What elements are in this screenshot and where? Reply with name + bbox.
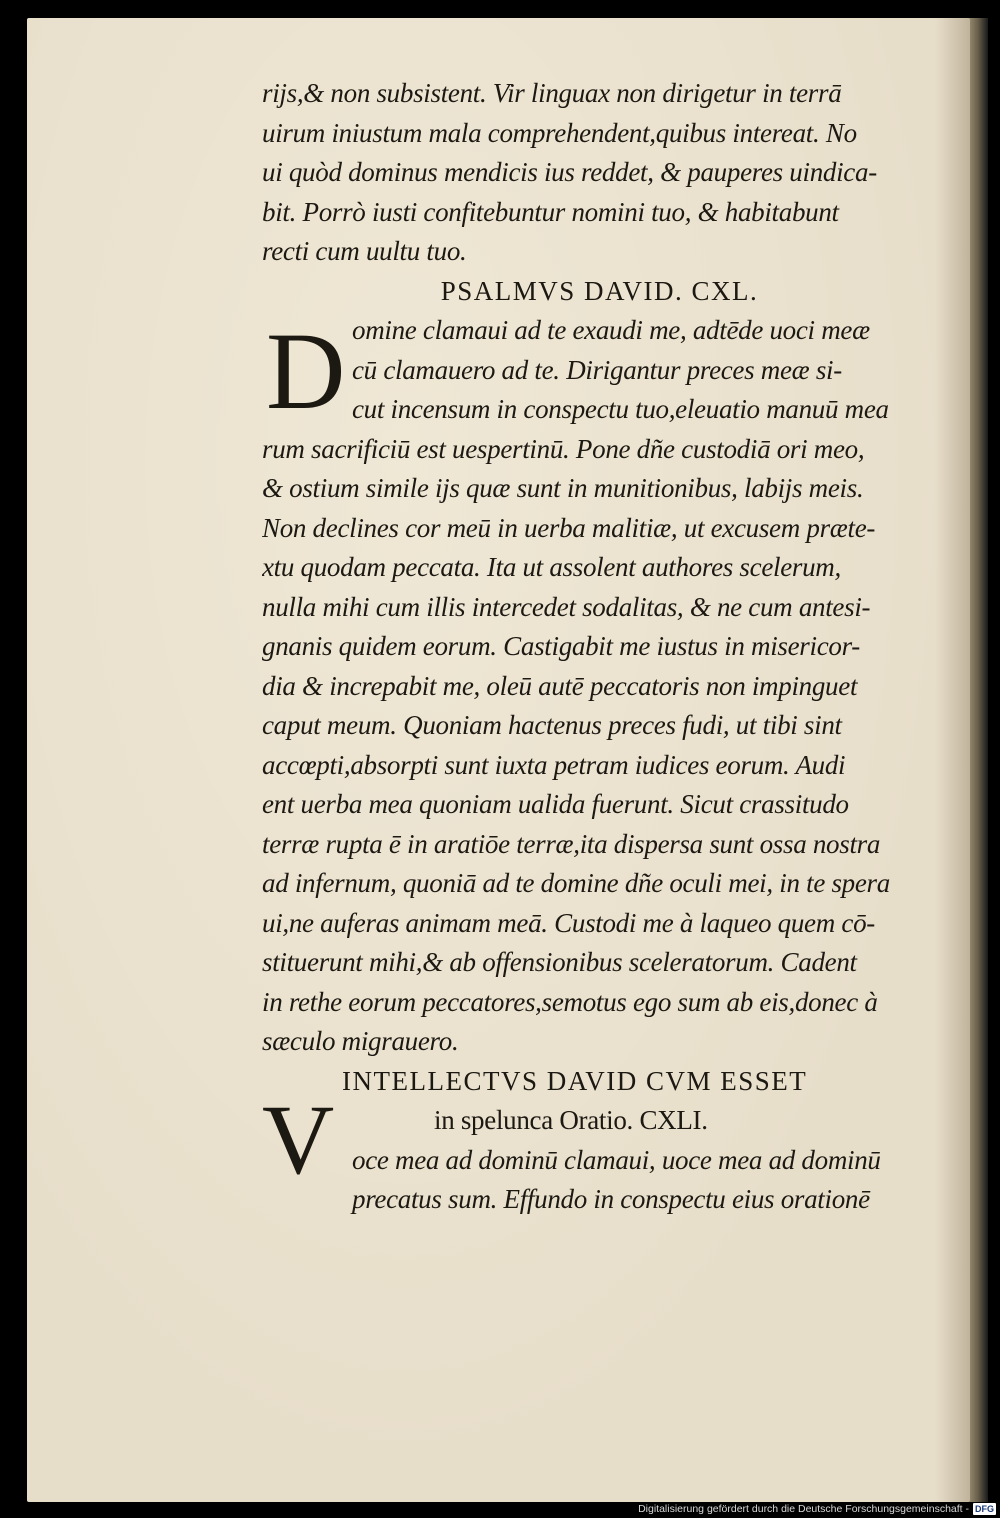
text-line: omine clamaui ad te exaudi me, adtēde uoci meæ xyxy=(352,315,870,345)
credit-text: Digitalisierung gefördert durch die Deutsche Forschungsgemeinschaft - xyxy=(638,1503,969,1515)
psalm-subheading: in spelunca Oratio. CXLI. xyxy=(434,1105,708,1135)
drop-cap-v: V xyxy=(262,1084,335,1195)
digitization-credit xyxy=(638,1502,996,1516)
text-line: caput meum. Quoniam hactenus preces fudi, ut tibi sint xyxy=(262,710,842,740)
text-line: oce mea ad dominū clamaui, uoce mea ad dominū xyxy=(352,1144,881,1175)
text-line: gnanis quidem eorum. Castigabit me iustus in misericor- xyxy=(262,631,860,661)
text-line: precatus sum. Effundo in conspectu eius orationē xyxy=(352,1184,870,1214)
text-line: & ostium simile ijs quæ sunt in munitionibus, labijs meis. xyxy=(262,473,864,503)
text-line: ent uerba mea quoniam ualida fuerunt. Sicut crassitudo xyxy=(262,789,849,819)
text-line: stituerunt mihi,& ab offensionibus sceleratorum. Cadent xyxy=(262,947,857,977)
text-line: nulla mihi cum illis intercedet sodalitas, & ne cum antesi- xyxy=(262,591,871,622)
text-line: rijs,& non subsistent. Vir linguax non dirigetur in terrā xyxy=(262,78,842,108)
page-text xyxy=(262,74,937,1220)
text-line: ad infernum, quoniā ad te domine dñe oculi mei, in te spera xyxy=(262,868,890,898)
text-line: bit. Porrò iusti confitebuntur nomini tuo, & habitabunt xyxy=(262,196,839,227)
text-line: cut incensum in conspectu tuo,eleuatio manuū mea xyxy=(352,394,889,424)
text-line: rum sacrificiū est uespertinū. Pone dñe custodiā ori meo, xyxy=(262,433,865,464)
text-line: terræ rupta ē in aratiōe terræ,ita dispersa sunt ossa nostra xyxy=(262,828,881,859)
text-line: in rethe eorum peccatores,semotus ego sum ab eis,donec à xyxy=(262,986,878,1017)
text-line: ui,ne auferas animam meā. Custodi me à laqueo quem cō- xyxy=(262,907,875,938)
psalm-heading: PSALMVS DAVID. CXL. xyxy=(440,275,759,306)
text-line: sæculo migrauero. xyxy=(262,1026,459,1056)
text-line: accœpti,absorpti sunt iuxta petram iudices eorum. Audi xyxy=(262,749,846,780)
text-line: xtu quodam peccata. Ita ut assolent authores scelerum, xyxy=(262,552,841,582)
psalm-heading: INTELLECTVS DAVID CVM ESSET xyxy=(342,1065,808,1096)
text-line: Non declines cor meū in uerba malitiæ, ut excusem præte- xyxy=(262,512,876,543)
text-line: recti cum uultu tuo. xyxy=(262,236,467,266)
gutter-shadow xyxy=(935,18,970,1502)
text-line: uirum iniustum mala comprehendent,quibus intereat. No xyxy=(262,117,857,148)
text-line: cū clamauero ad te. Dirigantur preces meæ si- xyxy=(352,354,842,385)
text-line: ui quòd dominus mendicis ius reddet, & pauperes uindica- xyxy=(262,157,877,187)
drop-cap-d: D xyxy=(266,310,346,432)
text-line: dia & increpabit me, oleū autē peccatoris non impinguet xyxy=(262,670,858,701)
dfg-logo: DFG xyxy=(975,1504,994,1514)
